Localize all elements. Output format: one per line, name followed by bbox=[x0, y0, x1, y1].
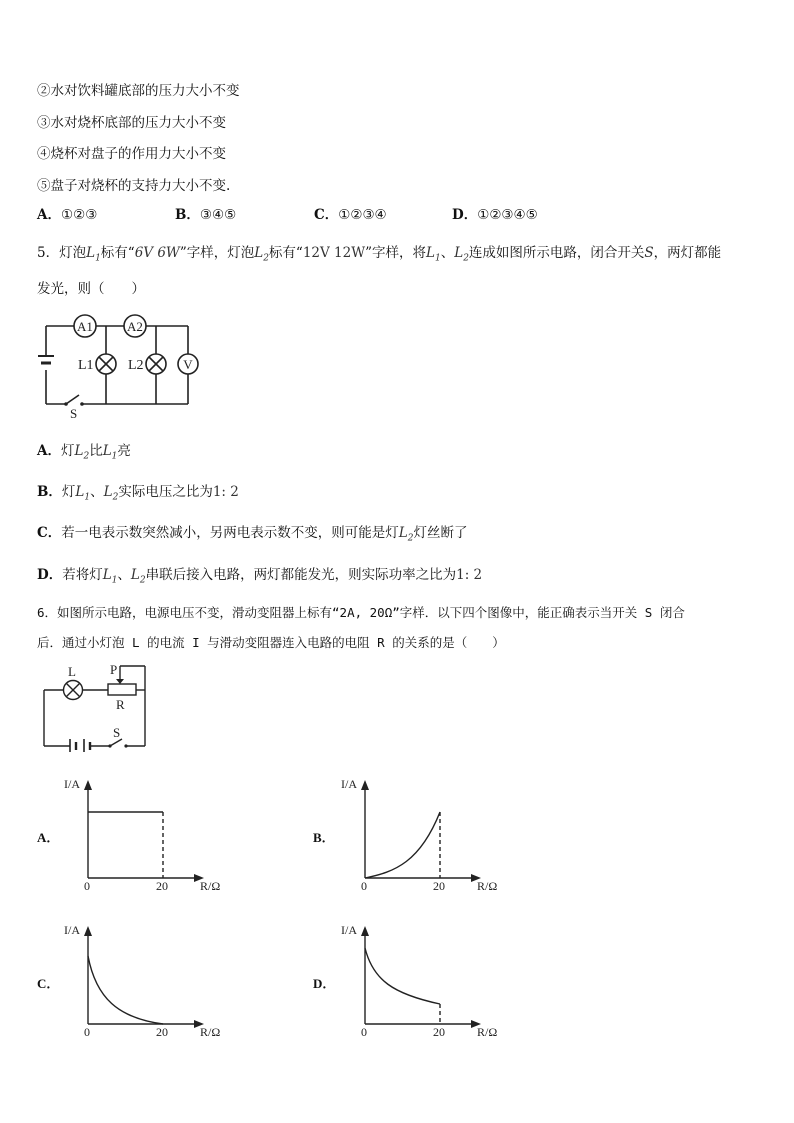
q4-option-d[interactable]: D．①②③④⑤ bbox=[452, 207, 538, 223]
svg-text:20: 20 bbox=[433, 1025, 445, 1039]
q6-stem-line1: 6．如图所示电路，电源电压不变，滑动变阻器上标有“2A, 20Ω”字样．以下四个图像中，能正确表示当开关 S 闭合 bbox=[37, 605, 685, 620]
statement-5: ⑤盘子对烧杯的支持力大小不变. bbox=[37, 178, 231, 194]
switch-s-label: S bbox=[70, 406, 78, 420]
svg-text:I/A: I/A bbox=[341, 777, 357, 791]
svg-text:R/Ω: R/Ω bbox=[477, 1025, 498, 1039]
svg-text:R/Ω: R/Ω bbox=[477, 879, 498, 893]
q5-stem-line1: 5．灯泡$L_1$标有“6V 6W”字样，灯泡$L_2$标有“12V 12W”字样，将$L_1$、$L_2$连成如图所示电路，闭合开关S，两灯都能 bbox=[37, 245, 722, 264]
svg-text:R/Ω: R/Ω bbox=[200, 1025, 221, 1039]
svg-text:20: 20 bbox=[433, 879, 445, 893]
svg-text:0: 0 bbox=[361, 879, 367, 893]
q6-graph-a-label[interactable]: A． bbox=[37, 830, 60, 845]
q6-graph-d bbox=[335, 918, 520, 1046]
svg-text:0: 0 bbox=[84, 1025, 90, 1039]
statement-3: ③水对烧杯底部的压力大小不变 bbox=[37, 115, 226, 131]
q6-graph-a bbox=[58, 772, 243, 900]
q6-stem-line2: 后．通过小灯泡 L 的电流 I 与滑动变阻器连入电路的电阻 R 的关系的是（ ） bbox=[37, 635, 505, 650]
resistor-r-label: R bbox=[116, 697, 125, 712]
svg-text:20: 20 bbox=[156, 879, 168, 893]
ammeter-a1-label: A1 bbox=[77, 319, 93, 334]
q5-option-a[interactable]: A．灯$L_2$比$L_1$亮 bbox=[37, 443, 131, 462]
slider-p-label: P bbox=[110, 662, 118, 677]
q6-graph-b-label[interactable]: B． bbox=[313, 830, 335, 845]
statement-2: ②水对饮料罐底部的压力大小不变 bbox=[37, 83, 240, 99]
svg-text:0: 0 bbox=[84, 879, 90, 893]
svg-text:0: 0 bbox=[361, 1025, 367, 1039]
lamp-l2-label: L2 bbox=[128, 358, 144, 373]
q5-option-b[interactable]: B．灯$L_1$、$L_2$实际电压之比为1: 2 bbox=[37, 484, 239, 503]
q5-option-d[interactable]: D．若将灯$L_1$、$L_2$串联后接入电路，两灯都能发光，则实际功率之比为1: 2 bbox=[37, 567, 483, 586]
svg-text:I/A: I/A bbox=[341, 923, 357, 937]
q6-graph-d-label[interactable]: D． bbox=[313, 976, 336, 991]
ammeter-a2-label: A2 bbox=[127, 319, 143, 334]
q5-circuit-diagram bbox=[36, 308, 206, 420]
switch-s-label: S bbox=[113, 725, 121, 740]
svg-text:20: 20 bbox=[156, 1025, 168, 1039]
q4-option-a[interactable]: A．①②③ bbox=[37, 207, 98, 223]
lamp-l1-label: L1 bbox=[78, 358, 94, 373]
svg-text:R/Ω: R/Ω bbox=[200, 879, 221, 893]
lamp-l-label: L bbox=[68, 664, 76, 679]
svg-text:I/A: I/A bbox=[64, 777, 80, 791]
q6-graph-c-label[interactable]: C． bbox=[37, 976, 60, 991]
q6-graph-b bbox=[335, 772, 520, 900]
q5-option-c[interactable]: C．若一电表示数突然减小，另两电表示数不变，则可能是灯$L_2$灯丝断了 bbox=[37, 525, 468, 544]
q6-graph-c bbox=[58, 918, 243, 1046]
q4-option-c[interactable]: C．①②③④ bbox=[314, 207, 387, 223]
voltmeter-label: V bbox=[183, 357, 193, 372]
svg-text:I/A: I/A bbox=[64, 923, 80, 937]
q5-stem-line2: 发光，则（ ） bbox=[37, 281, 145, 297]
q4-option-b[interactable]: B．③④⑤ bbox=[175, 207, 237, 223]
q6-circuit-diagram bbox=[40, 660, 158, 752]
statement-4: ④烧杯对盘子的作用力大小不变 bbox=[37, 146, 226, 162]
